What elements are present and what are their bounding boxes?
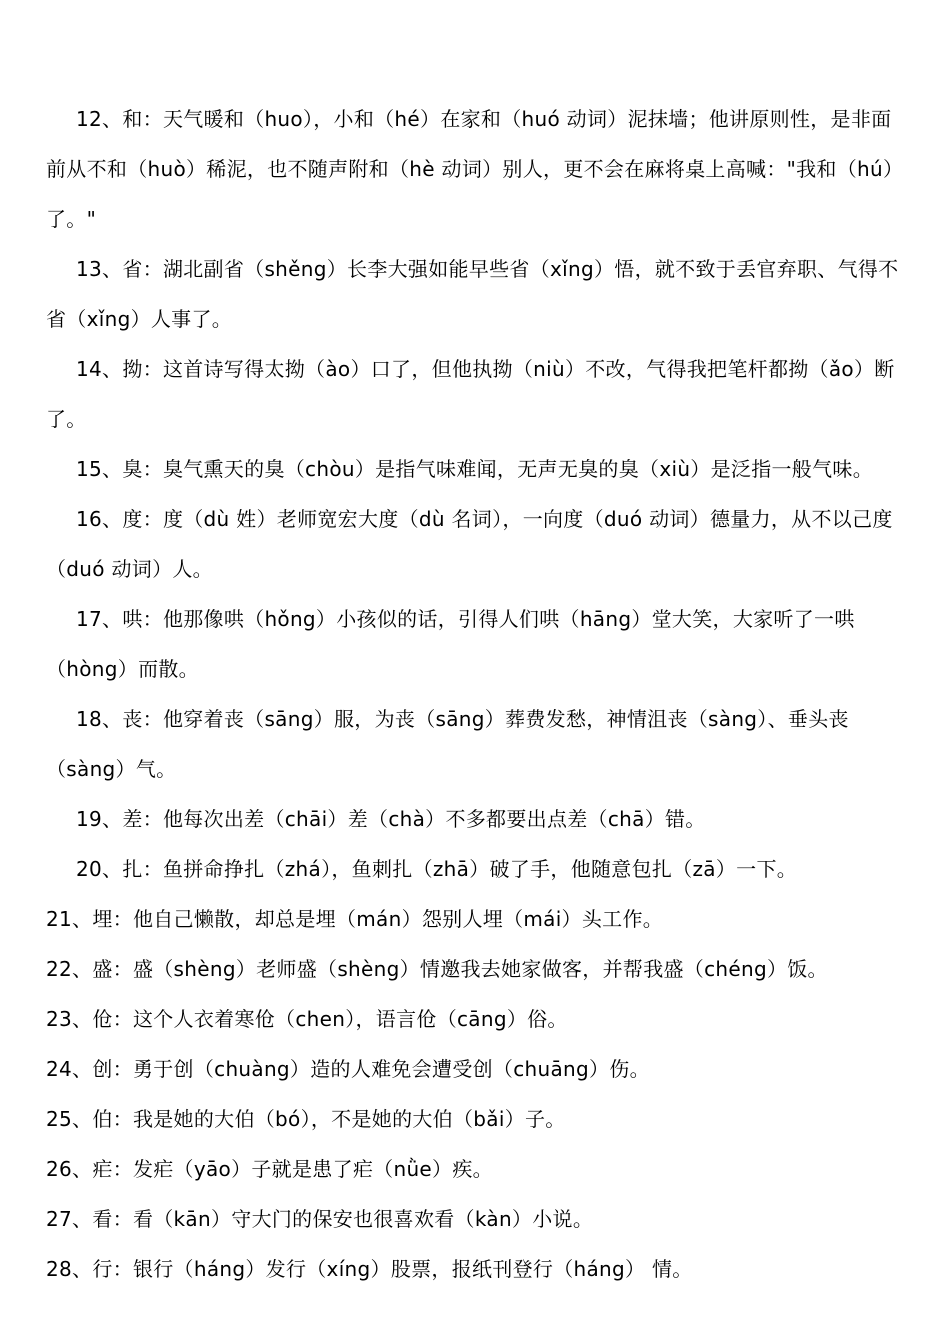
entry-12-he: 12、和：天气暖和（huo），小和（hé）在家和（huó 动词）泥抹墙；他讲原则性，是非面前从不和（huò）稀泥，也不随声附和（hè 动词）别人，更不会在麻将桌上高喊："我和（hú）了。": [46, 107, 904, 231]
entry-16-du: 16、度：度（dù 姓）老师宽宏大度（dù 名词），一向度（duó 动词）德量力，从不以己度（duó 动词）人。: [46, 507, 893, 581]
entry-13-sheng: 13、省：湖北副省（shěng）长李大强如能早些省（xǐng）悟，就不致于丢官弃职、气得不省（xǐng）人事了。: [46, 257, 899, 331]
entry-26-nue: 26、疟：发疟（yāo）子就是患了疟（nǜe）疾。: [46, 1157, 493, 1181]
entry-24-chuang: 24、创：勇于创（chuàng）造的人难免会遭受创（chuāng）伤。: [46, 1057, 650, 1081]
entry-22-sheng: 22、盛：盛（shèng）老师盛（shèng）情邀我去她家做客，并帮我盛（chéng）饭。: [46, 957, 828, 981]
polyphone-entry-list: [0, 94, 950, 1294]
entry-19-cha: 19、差：他每次出差（chāi）差（chà）不多都要出点差（chā）错。: [76, 807, 706, 831]
entry-20-zha: 20、扎：鱼拼命挣扎（zhá），鱼刺扎（zhā）破了手，他随意包扎（zā）一下。: [76, 857, 798, 881]
entry-27-kan: 27、看：看（kān）守大门的保安也很喜欢看（kàn）小说。: [46, 1207, 594, 1231]
entry-28-hang: 28、行：银行（háng）发行（xíng）股票，报纸刊登行（háng） 情。: [46, 1257, 693, 1281]
entry-21-mai: 21、埋：他自己懒散，却总是埋（mán）怨别人埋（mái）头工作。: [46, 907, 664, 931]
entry-25-bo: 25、伯：我是她的大伯（bó），不是她的大伯（bǎi）子。: [46, 1107, 566, 1131]
entry-15-chou: 15、臭：臭气熏天的臭（chòu）是指气味难闻，无声无臭的臭（xiù）是泛指一般气味。: [76, 457, 874, 481]
entry-23-cang: 23、伧：这个人衣着寒伧（chen），语言伧（cāng）俗。: [46, 1007, 568, 1031]
entry-18-sang: 18、丧：他穿着丧（sāng）服，为丧（sāng）葬费发愁，神情沮丧（sàng）、垂头丧（sàng）气。: [46, 707, 849, 781]
entry-17-hong: 17、哄：他那像哄（hǒng）小孩似的话，引得人们哄（hāng）堂大笑，大家听了一哄（hòng）而散。: [46, 607, 855, 681]
entry-14-ao: 14、拗：这首诗写得太拗（ào）口了，但他执拗（niù）不改，气得我把笔杆都拗（ǎo）断了。: [46, 357, 895, 431]
